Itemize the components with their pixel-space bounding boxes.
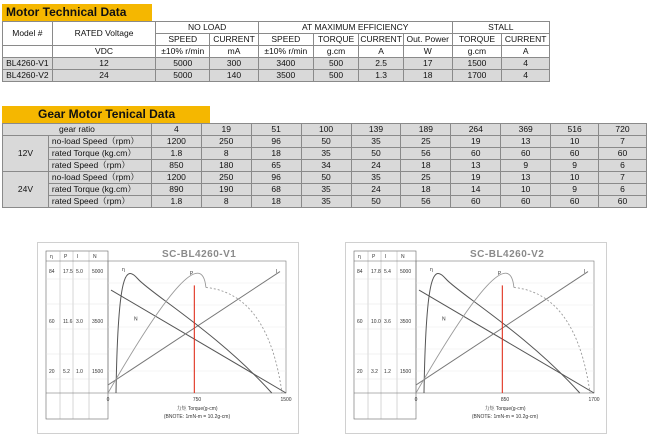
gear-section-title: Gear Motor Tenical Data xyxy=(2,106,210,123)
axis-tick-label: 20 xyxy=(49,369,55,375)
table-cell: 7 xyxy=(599,136,647,148)
table-cell: 19 xyxy=(451,136,501,148)
table-cell: 60 xyxy=(551,196,599,208)
header-torque: TORQUE xyxy=(452,34,502,46)
x-tick-label: 850 xyxy=(500,397,510,403)
axis-tick-label: 5000 xyxy=(92,269,104,275)
table-cell: 6 xyxy=(599,160,647,172)
table-cell: 18 xyxy=(251,196,301,208)
header-out-power: Out. Power xyxy=(403,34,452,46)
table-cell: 190 xyxy=(201,184,251,196)
axis-tick-label: 3500 xyxy=(400,319,412,325)
x-axis-label: 力矩 Torque(g-cm) xyxy=(176,406,218,412)
header-max-efficiency: AT MAXIMUM EFFICIENCY xyxy=(258,22,452,34)
table-cell: 35 xyxy=(301,148,351,160)
unit-rpm: ±10% r/min xyxy=(156,46,210,58)
unit-rpm: ±10% r/min xyxy=(258,46,313,58)
performance-chart-svg xyxy=(38,243,300,435)
speed-label: N xyxy=(442,316,446,323)
table-cell: 10 xyxy=(551,172,599,184)
table-cell: BL4260-V2 xyxy=(3,70,53,82)
table-cell: 68 xyxy=(251,184,301,196)
header-current: CURRENT xyxy=(502,34,550,46)
table-cell: 1.8 xyxy=(151,148,201,160)
gear-technical-table xyxy=(2,123,647,208)
table-row xyxy=(3,70,550,82)
efficiency-label: η xyxy=(122,267,125,273)
column-label: I xyxy=(77,254,79,260)
row-label: rated Speed（rpm） xyxy=(48,160,151,172)
table-cell: 7 xyxy=(599,172,647,184)
header-torque: TORQUE xyxy=(313,34,359,46)
header-model: Model # xyxy=(3,22,53,46)
axis-tick-label: 60 xyxy=(49,319,55,325)
motor-header-row-1 xyxy=(3,22,550,34)
table-row xyxy=(3,148,647,160)
axis-tick-label: 3.6 xyxy=(384,319,391,325)
table-cell: 10 xyxy=(551,136,599,148)
axis-tick-label: 20 xyxy=(357,369,363,375)
table-cell: BL4260-V1 xyxy=(3,58,53,70)
table-cell: 35 xyxy=(351,136,401,148)
table-cell: 25 xyxy=(401,172,451,184)
table-cell: 60 xyxy=(451,196,501,208)
unit-vdc: VDC xyxy=(52,46,156,58)
row-label: no-load Speed（rpm） xyxy=(48,172,151,184)
x-tick-label: 750 xyxy=(192,397,202,403)
table-cell: 1.3 xyxy=(359,70,404,82)
table-cell: 18 xyxy=(403,70,452,82)
table-cell: 9 xyxy=(501,160,551,172)
table-cell: 250 xyxy=(201,136,251,148)
table-cell: 1500 xyxy=(452,58,502,70)
table-cell: 60 xyxy=(451,148,501,160)
table-cell: 5000 xyxy=(156,58,210,70)
x-tick-label: 0 xyxy=(106,397,110,403)
table-row xyxy=(3,172,647,184)
header-current: CURRENT xyxy=(210,34,259,46)
gear-ratio-label: gear ratio xyxy=(3,124,152,136)
motor-unit-row xyxy=(3,46,550,58)
table-row xyxy=(3,58,550,70)
label-table-frame xyxy=(354,251,416,419)
voltage-group-label: 12V xyxy=(3,136,49,172)
column-label: η xyxy=(50,254,53,260)
table-cell: 180 xyxy=(201,160,251,172)
table-cell: 17 xyxy=(403,58,452,70)
axis-tick-label: 17.5 xyxy=(63,269,73,275)
table-cell: 14 xyxy=(451,184,501,196)
unit-note: (BNOTE: 1mN-m = 10.2g-cm) xyxy=(163,414,231,420)
chart-title: SC-BL4260-V1 xyxy=(162,249,237,260)
table-cell: 60 xyxy=(599,148,647,160)
column-label: P xyxy=(372,254,376,260)
unit-w: W xyxy=(403,46,452,58)
column-label: P xyxy=(64,254,68,260)
table-cell: 140 xyxy=(210,70,259,82)
axis-tick-label: 5.2 xyxy=(63,369,70,375)
row-label: no-load Speed（rpm） xyxy=(48,136,151,148)
table-cell: 35 xyxy=(351,172,401,184)
table-cell: 8 xyxy=(201,148,251,160)
unit-note: (BNOTE: 1mN-m = 10.2g-cm) xyxy=(471,414,539,420)
column-label: N xyxy=(93,254,97,260)
table-cell: 139 xyxy=(351,124,401,136)
performance-chart-svg xyxy=(346,243,608,435)
table-cell: 5000 xyxy=(156,70,210,82)
header-stall: STALL xyxy=(452,22,549,34)
performance-chart-v2 xyxy=(345,242,607,434)
table-cell: 850 xyxy=(151,160,201,172)
table-cell: 35 xyxy=(301,196,351,208)
table-cell: 516 xyxy=(551,124,599,136)
axis-tick-label: 1.2 xyxy=(384,369,391,375)
gear-ratio-row xyxy=(3,124,647,136)
axis-tick-label: 60 xyxy=(357,319,363,325)
table-row xyxy=(3,184,647,196)
table-cell: 24 xyxy=(351,184,401,196)
table-cell: 100 xyxy=(301,124,351,136)
axis-tick-label: 1500 xyxy=(92,369,104,375)
current-label: I xyxy=(584,269,586,275)
table-cell: 96 xyxy=(251,136,301,148)
table-cell: 50 xyxy=(301,172,351,184)
table-row xyxy=(3,160,647,172)
row-label: rated Torque (kg.cm） xyxy=(48,184,151,196)
table-cell: 10 xyxy=(501,184,551,196)
table-cell: 13 xyxy=(501,136,551,148)
column-label: N xyxy=(401,254,405,260)
axis-tick-label: 3.2 xyxy=(371,369,378,375)
table-cell: 19 xyxy=(201,124,251,136)
voltage-group-label: 24V xyxy=(3,172,49,208)
x-axis-label: 力矩 Torque(g-cm) xyxy=(484,406,526,412)
table-cell: 18 xyxy=(401,160,451,172)
axis-tick-label: 84 xyxy=(49,269,55,275)
motor-section-title: Motor Technical Data xyxy=(2,4,152,21)
table-cell: 56 xyxy=(401,196,451,208)
table-row xyxy=(3,196,647,208)
table-cell: 18 xyxy=(251,148,301,160)
row-label: rated Torque (kg.cm） xyxy=(48,148,151,160)
table-cell: 50 xyxy=(351,196,401,208)
current-label: I xyxy=(276,269,278,275)
axis-tick-label: 5000 xyxy=(400,269,412,275)
table-cell: 500 xyxy=(313,70,359,82)
table-row xyxy=(3,136,647,148)
label-table-frame xyxy=(46,251,108,419)
axis-tick-label: 17.8 xyxy=(371,269,381,275)
unit-gcm: g.cm xyxy=(452,46,502,58)
table-cell: 18 xyxy=(401,184,451,196)
row-label: rated Speed（rpm） xyxy=(48,196,151,208)
table-cell: 8 xyxy=(201,196,251,208)
table-cell: 369 xyxy=(501,124,551,136)
axis-tick-label: 5.4 xyxy=(384,269,391,275)
table-cell: 60 xyxy=(501,196,551,208)
table-cell: 9 xyxy=(551,160,599,172)
axis-tick-label: 11.6 xyxy=(63,319,73,325)
performance-chart-v1 xyxy=(37,242,299,434)
table-cell: 24 xyxy=(351,160,401,172)
efficiency-label: η xyxy=(430,267,433,273)
axis-tick-label: 84 xyxy=(357,269,363,275)
unit-blank xyxy=(3,46,53,58)
unit-gcm: g.cm xyxy=(313,46,359,58)
table-cell: 890 xyxy=(151,184,201,196)
table-cell: 189 xyxy=(401,124,451,136)
table-cell: 9 xyxy=(551,184,599,196)
table-cell: 13 xyxy=(501,172,551,184)
table-cell: 60 xyxy=(501,148,551,160)
x-tick-label: 1500 xyxy=(280,397,292,403)
header-speed: SPEED xyxy=(156,34,210,46)
power-curve-dashed xyxy=(206,287,282,393)
table-cell: 34 xyxy=(301,160,351,172)
table-cell: 19 xyxy=(451,172,501,184)
table-cell: 4 xyxy=(502,58,550,70)
table-cell: 12 xyxy=(52,58,156,70)
header-rated-voltage: RATED Voltage xyxy=(52,22,156,46)
table-cell: 2.5 xyxy=(359,58,404,70)
table-cell: 60 xyxy=(599,196,647,208)
table-cell: 1200 xyxy=(151,172,201,184)
x-tick-label: 1700 xyxy=(588,397,600,403)
axis-tick-label: 3.0 xyxy=(76,319,83,325)
table-cell: 24 xyxy=(52,70,156,82)
table-cell: 51 xyxy=(251,124,301,136)
table-cell: 4 xyxy=(502,70,550,82)
table-cell: 25 xyxy=(401,136,451,148)
table-cell: 3500 xyxy=(258,70,313,82)
header-current: CURRENT xyxy=(360,34,402,44)
axis-tick-label: 5.0 xyxy=(76,269,83,275)
table-cell: 4 xyxy=(151,124,201,136)
table-cell: 6 xyxy=(599,184,647,196)
power-curve-dashed xyxy=(514,287,590,393)
table-cell: 60 xyxy=(551,148,599,160)
table-cell: 250 xyxy=(201,172,251,184)
unit-ma: mA xyxy=(210,46,259,58)
table-cell: 65 xyxy=(251,160,301,172)
table-cell: 1700 xyxy=(452,70,502,82)
header-speed: SPEED xyxy=(258,34,313,46)
table-cell: 264 xyxy=(451,124,501,136)
table-cell: 50 xyxy=(351,148,401,160)
speed-label: N xyxy=(134,316,138,323)
header-no-load: NO LOAD xyxy=(156,22,259,34)
motor-technical-table xyxy=(2,21,550,82)
x-tick-label: 0 xyxy=(414,397,418,403)
table-cell: 500 xyxy=(313,58,359,70)
table-cell: 35 xyxy=(301,184,351,196)
table-cell: 50 xyxy=(301,136,351,148)
axis-tick-label: 10.0 xyxy=(371,319,381,325)
speed-curve xyxy=(111,290,286,393)
axis-tick-label: 1500 xyxy=(400,369,412,375)
column-label: η xyxy=(358,254,361,260)
axis-tick-label: 1.0 xyxy=(76,369,83,375)
speed-curve xyxy=(419,290,594,393)
table-cell: 720 xyxy=(599,124,647,136)
table-cell: 96 xyxy=(251,172,301,184)
table-cell: 13 xyxy=(451,160,501,172)
axis-tick-label: 3500 xyxy=(92,319,104,325)
unit-a: A xyxy=(502,46,550,58)
table-cell: 1.8 xyxy=(151,196,201,208)
unit-a: A xyxy=(359,46,404,58)
power-label: P xyxy=(497,271,502,277)
power-label: P xyxy=(189,271,194,277)
table-cell: 300 xyxy=(210,58,259,70)
table-cell: 1200 xyxy=(151,136,201,148)
table-cell: 3400 xyxy=(258,58,313,70)
column-label: I xyxy=(385,254,387,260)
chart-title: SC-BL4260-V2 xyxy=(470,249,545,260)
table-cell: 56 xyxy=(401,148,451,160)
